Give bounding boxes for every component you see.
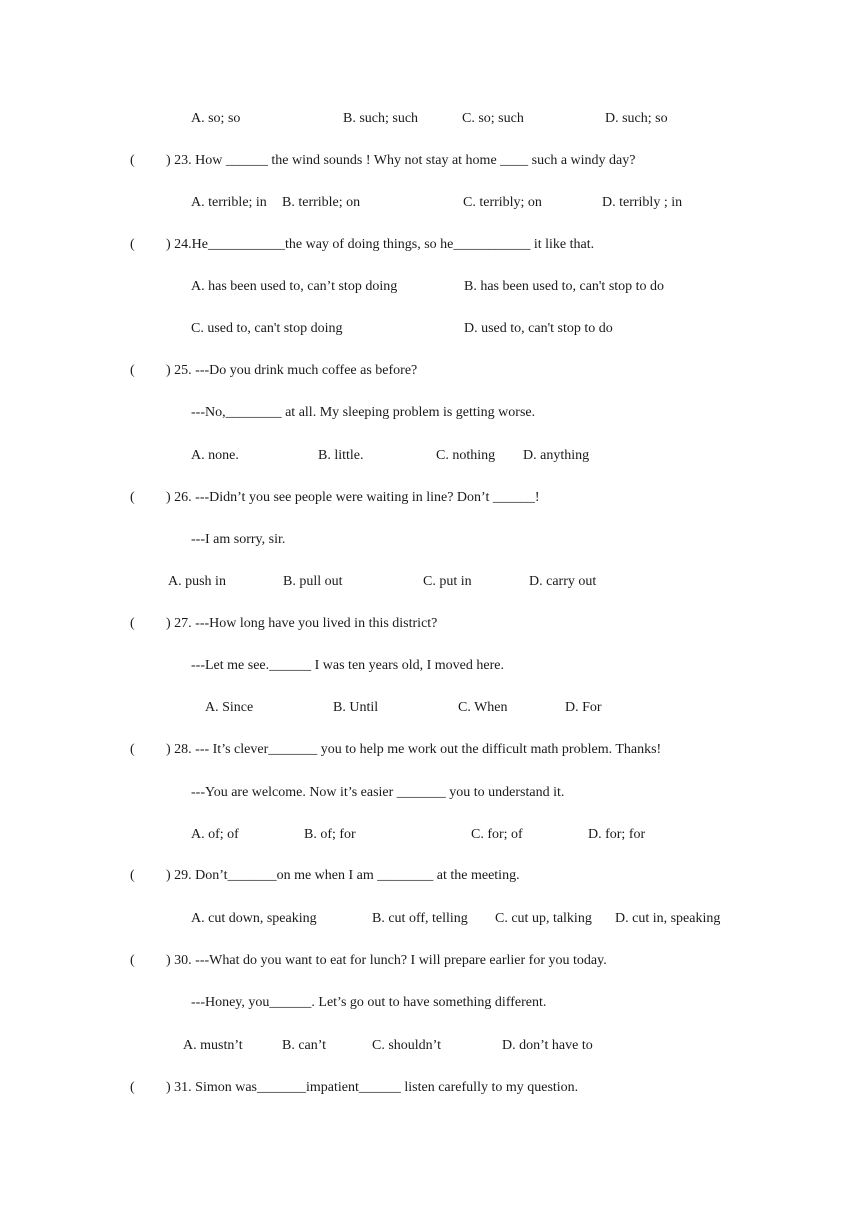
q26-option-b: B. pull out [283, 574, 343, 589]
q23-option-c: C. terribly; on [463, 195, 542, 210]
q26-answer-paren: ( [130, 490, 135, 505]
q30-stem: ) 30. ---What do you want to eat for lunch? I will prepare earlier for you today. [166, 953, 607, 968]
q29-option-d: D. cut in, speaking [615, 911, 721, 926]
q29-option-b: B. cut off, telling [372, 911, 468, 926]
q22-option-a: A. so; so [191, 111, 241, 126]
q30-answer-paren: ( [130, 953, 135, 968]
q28-reply: ---You are welcome. Now it’s easier _______ you to understand it. [191, 785, 565, 800]
q27-option-c: C. When [458, 700, 508, 715]
q26-option-d: D. carry out [529, 574, 597, 589]
q26-option-c: C. put in [423, 574, 472, 589]
q24-option-c: C. used to, can't stop doing [191, 321, 343, 336]
q24-stem: ) 24.He___________the way of doing things, so he___________ it like that. [166, 237, 595, 252]
q25-stem: ) 25. ---Do you drink much coffee as before? [166, 363, 418, 378]
q28-stem: ) 28. --- It’s clever_______ you to help me work out the difficult math problem. Thanks! [166, 742, 662, 757]
q25-option-a: A. none. [191, 448, 239, 463]
q26-option-a: A. push in [168, 574, 226, 589]
q25-option-d: D. anything [523, 448, 590, 463]
q27-option-a: A. Since [205, 700, 254, 715]
q25-reply: ---No,________ at all. My sleeping problem is getting worse. [191, 405, 536, 420]
q25-option-c: C. nothing [436, 448, 496, 463]
q30-option-d: D. don’t have to [502, 1038, 593, 1053]
q23-option-a: A. terrible; in [191, 195, 267, 210]
q28-answer-paren: ( [130, 742, 135, 757]
q30-option-c: C. shouldn’t [372, 1038, 441, 1053]
q23-option-b: B. terrible; on [282, 195, 361, 210]
q28-option-b: B. of; for [304, 827, 356, 842]
q29-option-a: A. cut down, speaking [191, 911, 317, 926]
q30-option-b: B. can’t [282, 1038, 327, 1053]
q23-option-d: D. terribly ; in [602, 195, 683, 210]
q28-option-c: C. for; of [471, 827, 523, 842]
q29-stem: ) 29. Don’t_______on me when I am ________ at the meeting. [166, 868, 520, 883]
q24-answer-paren: ( [130, 237, 135, 252]
q23-answer-paren: ( [130, 153, 135, 168]
q27-option-b: B. Until [333, 700, 379, 715]
q30-reply: ---Honey, you______. Let’s go out to have something different. [191, 995, 547, 1010]
q22-option-d: D. such; so [605, 111, 668, 126]
q25-answer-paren: ( [130, 363, 135, 378]
q24-option-b: B. has been used to, can't stop to do [464, 279, 665, 294]
q22-option-b: B. such; such [343, 111, 419, 126]
q29-answer-paren: ( [130, 868, 135, 883]
q27-option-d: D. For [565, 700, 602, 715]
q24-option-a: A. has been used to, can’t stop doing [191, 279, 398, 294]
q29-option-c: C. cut up, talking [495, 911, 592, 926]
q31-stem: ) 31. Simon was_______impatient______ listen carefully to my question. [166, 1080, 579, 1095]
q28-option-d: D. for; for [588, 827, 646, 842]
q27-reply: ---Let me see.______ I was ten years old, I moved here. [191, 658, 504, 673]
q26-reply: ---I am sorry, sir. [191, 532, 286, 547]
q25-option-b: B. little. [318, 448, 364, 463]
q22-option-c: C. so; such [462, 111, 524, 126]
q27-answer-paren: ( [130, 616, 135, 631]
q23-stem: ) 23. How ______ the wind sounds ! Why not stay at home ____ such a windy day? [166, 153, 636, 168]
q30-option-a: A. mustn’t [183, 1038, 243, 1053]
q31-answer-paren: ( [130, 1080, 135, 1095]
q26-stem: ) 26. ---Didn’t you see people were waiting in line? Don’t ______! [166, 490, 540, 505]
q24-option-d: D. used to, can't stop to do [464, 321, 613, 336]
q28-option-a: A. of; of [191, 827, 239, 842]
q27-stem: ) 27. ---How long have you lived in this district? [166, 616, 438, 631]
